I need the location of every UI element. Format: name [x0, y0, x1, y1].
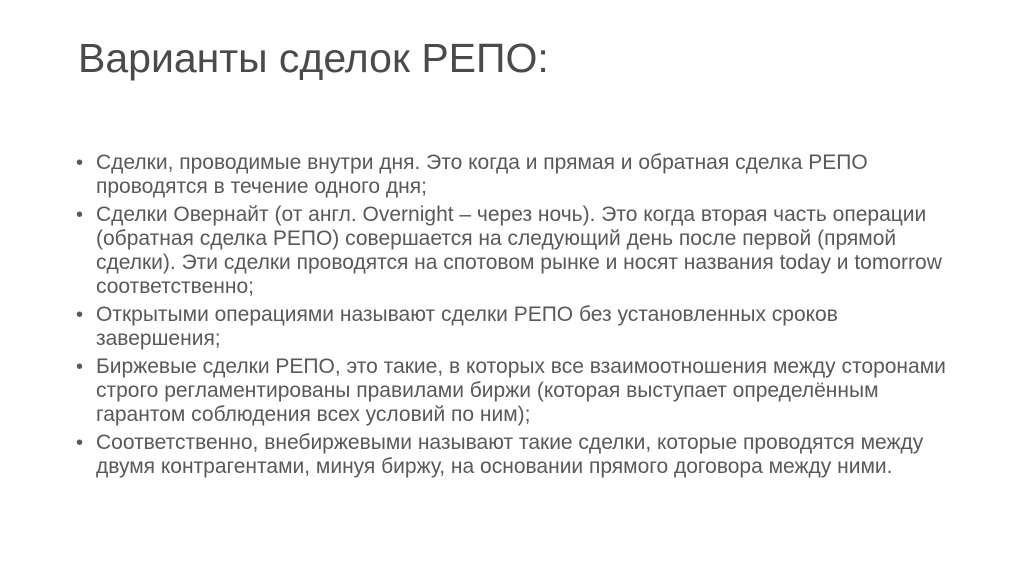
bullet-dot-icon: •	[76, 152, 84, 174]
list-item-text: Соответственно, внебиржевыми называют такие сделки, которые проводятся между двумя контрагентами, минуя биржу, на основании прямого договора между ними.	[96, 431, 924, 478]
list-item-text: Открытыми операциями называют сделки РЕПО без установленных сроков завершения;	[96, 303, 838, 350]
list-item	[76, 431, 956, 479]
bullet-dot-icon: •	[76, 204, 84, 226]
bullet-dot-icon: •	[76, 356, 84, 378]
list-item-text: Биржевые сделки РЕПО, это такие, в которых все взаимоотношения между сторонами строго регламентированы правилами биржи (которая выступает определённым гарантом соблюдения всех условий по ним);	[96, 355, 946, 426]
slide-title: Варианты сделок РЕПО:	[78, 35, 549, 81]
list-item	[76, 203, 956, 299]
bullet-list	[76, 151, 956, 483]
bullet-dot-icon: •	[76, 304, 84, 326]
list-item	[76, 355, 956, 427]
list-item-text: Сделки Овернайт (от англ. Overnight – через ночь). Это когда вторая часть операции (обратная сделка РЕПО) совершается на следующий день после первой (прямой сделки). Эти сделки проводятся на спотовом рынке и носят названия today и tomorrow соответственно;	[96, 203, 942, 298]
list-item	[76, 303, 956, 351]
list-item-text: Сделки, проводимые внутри дня. Это когда и прямая и обратная сделка РЕПО проводятся в течение одного дня;	[96, 151, 868, 198]
bullet-dot-icon: •	[76, 432, 84, 454]
list-item	[76, 151, 956, 199]
